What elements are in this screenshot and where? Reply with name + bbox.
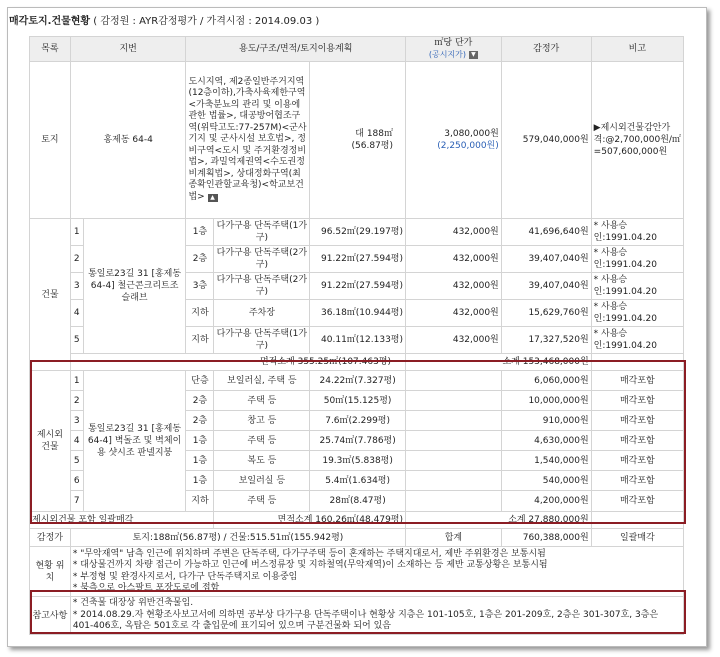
table-cell [591, 512, 683, 529]
table-cell: 36.18㎡(10.944평) [310, 300, 406, 327]
col-usage: 용도/구조/면적/토지이용계획 [186, 37, 406, 62]
table-cell: 1 [70, 371, 83, 391]
extra-subtotal-value: 소계 27,880,000원 [406, 512, 592, 529]
table-cell [591, 354, 683, 371]
table-cell: 7 [70, 491, 83, 512]
table-cell: 96.52㎡(29.197평) [310, 219, 406, 246]
extra-row [30, 371, 684, 391]
land-plan: 도시지역, 제2종일반주거지역(12층이하),가축사육제한구역<가축분뇨의 관리 및 이용에 관한 법률>, 대공방어협조구역(위탁고도:77-257M)<군사기지 및 군사시설 보호법>, 정비구역<도시 및 주거환경정비법>, 과밀억제권역<수도권정비계획법>, 상대정화구역(최종확인관할교육청)<학교보건법> ▲ [186, 62, 310, 219]
table-cell: 432,000원 [406, 219, 502, 246]
table-cell: 17,327,520원 [501, 327, 591, 354]
table-cell: 지하 [186, 491, 214, 512]
title-bold: 매각토지.건물현황 [9, 16, 91, 27]
table-cell: 91.22㎡(27.594평) [310, 246, 406, 273]
table-cell: 복도 등 [214, 451, 310, 471]
table-cell: 50㎡(15.125평) [310, 391, 406, 411]
table-cell: 1층 [186, 219, 214, 246]
table-cell: 다가구용 단독주택(1가구) [214, 327, 310, 354]
land-unit-price: 3,080,000원 (2,250,000원) [406, 62, 502, 219]
list-item: * 북측으로 아스팔트 포장도로에 접함 [72, 583, 220, 593]
table-cell: 7.6㎡(2.299평) [310, 411, 406, 431]
list-item: * 2014.08.29.자 현황조사보고서에 의하면 공부상 다가구용 단독주택이나 현황상 지층은 101-105호, 1층은 201-209호, 2층은 301-307호, 3층은 401-406호, 옥탑은 501호로 각 출입문에 표기되어 있으며 구분건물화 되어 있음 [72, 609, 659, 632]
list-item: * 건축물 대장상 위반건축물임. [72, 598, 194, 609]
table-cell [406, 411, 502, 431]
table-cell [406, 371, 502, 391]
extra-footer-label: 제시외건물 포함 일괄매각 [30, 512, 214, 529]
table-cell: 91.22㎡(27.594평) [310, 273, 406, 300]
table-cell: 1층 [186, 451, 214, 471]
remarks-label: 참고사항 [30, 597, 71, 635]
col-appraisal: 감정가 [501, 37, 591, 62]
table-cell: 창고 등 [214, 411, 310, 431]
table-cell: 2층 [186, 246, 214, 273]
table-cell [406, 471, 502, 491]
total-note: 일괄매각 [591, 529, 683, 547]
table-cell: 단층 [186, 371, 214, 391]
table-cell: 매각포함 [591, 491, 683, 512]
table-cell [406, 391, 502, 411]
building-subtotal-value: 소계 153,468,000원 [406, 354, 592, 371]
table-cell: 6,060,000원 [501, 371, 591, 391]
remarks-notes [70, 597, 683, 635]
table-cell: 3 [70, 273, 83, 300]
table-cell: * 사용승인:1991.04.20 [591, 327, 683, 354]
table-cell: 매각포함 [591, 471, 683, 491]
table-cell: 1,540,000원 [501, 451, 591, 471]
total-row [30, 529, 684, 547]
table-cell: 주택 등 [214, 431, 310, 451]
table-cell: 주택 등 [214, 491, 310, 512]
table-cell: 3 [70, 411, 83, 431]
title-info: ( 감정원 : AYR감정평가 / 가격시점 : 2014.09.03 ) [93, 16, 320, 27]
land-note: ▶제시외건물감안가격:@2,700,000원/㎡=507,600,000원 [591, 62, 683, 219]
table-cell: 40.11㎡(12.133평) [310, 327, 406, 354]
table-cell [406, 491, 502, 512]
total-sum-value: 760,388,000원 [501, 529, 591, 547]
table-cell: 1층 [186, 471, 214, 491]
table-cell [406, 431, 502, 451]
col-note: 비고 [591, 37, 683, 62]
table-cell: 25.74㎡(7.786평) [310, 431, 406, 451]
table-cell: 보일러실, 주택 등 [214, 371, 310, 391]
table-cell: * 사용승인:1991.04.20 [591, 300, 683, 327]
table-cell: 41,696,640원 [501, 219, 591, 246]
building-subtotal-row [30, 354, 684, 371]
extra-subtotal-row [30, 512, 684, 529]
table-cell [406, 451, 502, 471]
table-cell: 28㎡(8.47평) [310, 491, 406, 512]
property-table [29, 36, 684, 635]
location-row [30, 547, 684, 597]
table-cell: 4 [70, 431, 83, 451]
table-cell: 432,000원 [406, 246, 502, 273]
col-unit-price: ㎡당 단가 (공시지가) ▼ [406, 37, 502, 62]
table-cell: 5.4㎡(1.634평) [310, 471, 406, 491]
official-price-toggle[interactable]: (공시지가) [428, 50, 467, 59]
table-cell: * 사용승인:1991.04.20 [591, 219, 683, 246]
remarks-row [30, 597, 684, 635]
page-title [9, 12, 319, 27]
col-lot: 지번 [70, 37, 186, 62]
location-notes [70, 547, 683, 597]
table-cell: 432,000원 [406, 327, 502, 354]
land-appraisal: 579,040,000원 [501, 62, 591, 219]
total-detail: 토지:188㎡(56.87평) / 건물:515.51㎡(155.942평) [70, 529, 405, 547]
land-row [30, 62, 684, 219]
land-area: 대 188㎡ (56.87평) [310, 62, 406, 219]
table-cell: 3층 [186, 273, 214, 300]
building-subtotal-area: 면적소계 355.25㎡(107.463평) [70, 354, 405, 371]
land-lot: 홍제동 64-4 [70, 62, 186, 219]
table-cell: 다가구용 단독주택(1가구) [214, 219, 310, 246]
table-cell: 매각포함 [591, 411, 683, 431]
down-arrow-icon[interactable]: ▼ [469, 51, 478, 59]
table-cell: 2 [70, 391, 83, 411]
up-arrow-icon[interactable]: ▲ [208, 194, 218, 202]
table-cell: 4,200,000원 [501, 491, 591, 512]
table-cell: 24.22㎡(7.327평) [310, 371, 406, 391]
total-sum-label: 합계 [406, 529, 502, 547]
table-cell: 매각포함 [591, 391, 683, 411]
table-cell: 주택 등 [214, 391, 310, 411]
table-cell: 1 [70, 219, 83, 246]
table-cell: 지하 [186, 327, 214, 354]
location-label: 현황 위치 [30, 547, 71, 597]
table-cell: 6 [70, 471, 83, 491]
list-item: * "무악재역" 남측 인근에 위치하며 주변은 단독주택, 다가구주택 등이 혼재하는 주택지대로서, 제반 주위환경은 보통시됨 [72, 548, 546, 559]
table-cell: 15,629,760원 [501, 300, 591, 327]
table-cell: 910,000원 [501, 411, 591, 431]
table-cell: 10,000,000원 [501, 391, 591, 411]
table-cell: 다가구용 단독주택(2가구) [214, 246, 310, 273]
table-cell: 39,407,040원 [501, 246, 591, 273]
table-cell: 다가구용 단독주택(2가구) [214, 273, 310, 300]
col-item: 목록 [30, 37, 71, 62]
table-cell: 2 [70, 246, 83, 273]
list-item: * 부정형 및 완경사지로서, 다가구 단독주택지로 이용중임 [72, 571, 298, 582]
table-cell: 매각포함 [591, 371, 683, 391]
table-cell: 540,000원 [501, 471, 591, 491]
table-cell: 4,630,000원 [501, 431, 591, 451]
table-cell: 5 [70, 451, 83, 471]
table-cell: 39,407,040원 [501, 273, 591, 300]
list-item: * 대상물건까지 차량 접근이 가능하고 인근에 버스정류장 및 지하철역(무악재역)이 소재하는 등 제반 교통상황은 보통시됨 [72, 560, 548, 570]
table-cell: 보일러실 등 [214, 471, 310, 491]
table-cell: 2층 [186, 411, 214, 431]
extra-subtotal-area: 면적소계 160.26㎡(48.479평) [214, 512, 406, 529]
table-cell: 매각포함 [591, 451, 683, 471]
building-row [30, 219, 684, 246]
building-lot: 통일로23길 31 [홍제동 64-4] 철근콘크리트조 슬래브 [83, 219, 186, 354]
table-cell: 432,000원 [406, 273, 502, 300]
table-header-row [30, 37, 684, 62]
table-cell: 매각포함 [591, 431, 683, 451]
table-cell: * 사용승인:1991.04.20 [591, 273, 683, 300]
table-cell: 19.3㎡(5.838평) [310, 451, 406, 471]
extra-label: 제시외 건물 [30, 371, 71, 512]
building-label: 건물 [30, 219, 71, 371]
table-cell: 2층 [186, 391, 214, 411]
table-cell: * 사용승인:1991.04.20 [591, 246, 683, 273]
land-label: 토지 [30, 62, 71, 219]
table-cell: 4 [70, 300, 83, 327]
extra-lot: 통일로23길 31 [홍제동 64-4] 벽돌조 및 벽체이용 샷시조 판넬지붕 [83, 371, 186, 512]
table-cell: 432,000원 [406, 300, 502, 327]
table-cell: 5 [70, 327, 83, 354]
table-cell: 지하 [186, 300, 214, 327]
total-label: 감정가 [30, 529, 71, 547]
table-cell: 주차장 [214, 300, 310, 327]
table-cell: 1층 [186, 431, 214, 451]
